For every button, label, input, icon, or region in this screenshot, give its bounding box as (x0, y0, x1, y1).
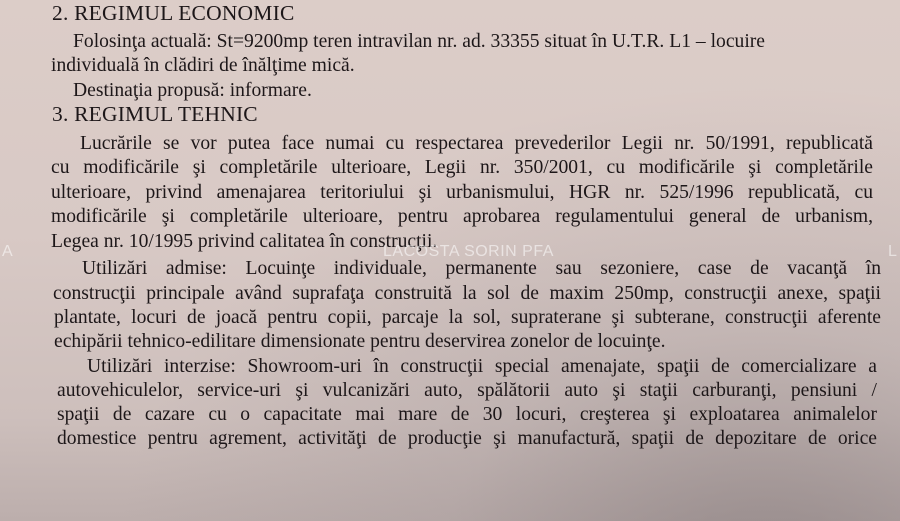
text-line: construcţii principale având suprafaţa construită la sol de maxim 250mp, construcţii anexe, spaţii (53, 283, 881, 304)
text-line: Utilizări interzise: Showroom-uri în construcţii special amenajate, spaţii de comercializare a (87, 356, 877, 377)
watermark-center: LACOSTA SORIN PFA (383, 243, 554, 260)
text-line: Destinaţia propusă: informare. (73, 80, 312, 101)
text-line: ulterioare, privind amenajarea teritoriului şi urbanismului, HGR nr. 525/1996 republicată, cu (51, 182, 873, 203)
text-line: autovehiculelor, service-uri şi vulcanizări auto, spălătorii auto şi staţii carburanţi, pensiuni / (57, 380, 877, 401)
watermark-left: A (2, 243, 14, 260)
text-line: Lucrările se vor putea face numai cu respectarea prevederilor Legii nr. 50/1991, republicată (80, 133, 873, 154)
text-line: spaţii de cazare cu o capacitate mai mare de 30 locuri, creşterea şi exploatarea animalelor (57, 404, 877, 425)
text-line: Folosinţa actuală: St=9200mp teren intravilan nr. ad. 33355 situat în U.T.R. L1 – locuire (73, 31, 765, 52)
section-heading-regimul-tehnic: 3. REGIMUL TEHNIC (52, 102, 258, 126)
text-line: plantate, locuri de joacă pentru copii, parcaje la sol, supraterane şi subterane, construcţii aferente (54, 307, 881, 328)
section-heading-regimul-economic: 2. REGIMUL ECONOMIC (52, 1, 295, 25)
text-line: cu modificările şi completările ulterioare, Legii nr. 350/2001, cu modificările şi completările (51, 157, 873, 178)
text-line: modificările şi completările ulterioare, pentru aprobarea regulamentului general de urbanism, (51, 206, 873, 227)
watermark-right: L (888, 243, 898, 260)
text-line: echipării tehnico-edilitare dimensionate pentru deservirea zonelor de locuinţe. (54, 331, 666, 352)
text-line: Legea nr. 10/1995 privind calitatea în construcţii. (51, 231, 438, 252)
text-line: individuală în clădiri de înălţime mică. (51, 55, 355, 76)
text-line: Utilizări admise: Locuinţe individuale, permanente sau sezoniere, case de vacanţă în (82, 258, 881, 279)
text-line: domestice pentru agrement, activităţi de producţie şi manufactură, spaţii de depozitare de orice (57, 428, 877, 449)
